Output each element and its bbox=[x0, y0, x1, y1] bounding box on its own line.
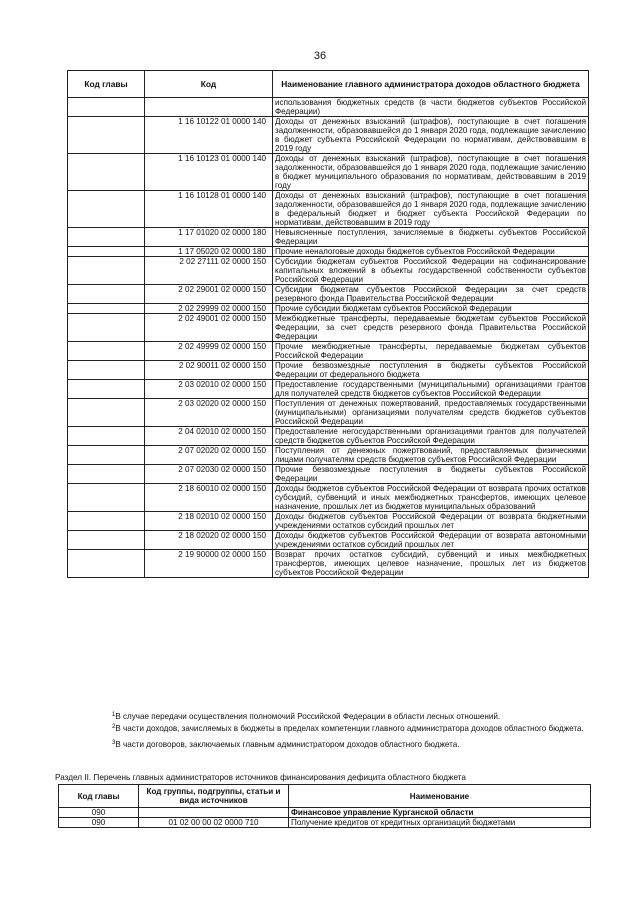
footnote-mark: 1 bbox=[112, 712, 116, 718]
table-row bbox=[68, 465, 589, 484]
section-title: Раздел II. Перечень главных администраторов источников финансирования дефицита областного бюджета bbox=[55, 773, 466, 782]
group-code-cell bbox=[68, 285, 145, 304]
code-cell: 1 17 05020 02 0000 180 bbox=[145, 247, 273, 257]
footnotes bbox=[112, 710, 592, 750]
table-row bbox=[68, 427, 589, 446]
group-code-cell bbox=[68, 446, 145, 465]
group-code-cell bbox=[68, 342, 145, 361]
table-row bbox=[68, 550, 589, 578]
table-row bbox=[68, 98, 589, 117]
table-row bbox=[68, 361, 589, 380]
table-row bbox=[68, 512, 589, 531]
code-cell: 2 07 02020 02 0000 150 bbox=[145, 446, 273, 465]
footnote bbox=[112, 722, 592, 734]
footnote bbox=[112, 738, 592, 750]
table-row bbox=[68, 154, 589, 191]
group-code-cell bbox=[68, 361, 145, 380]
revenue-administrators-table bbox=[67, 70, 589, 578]
code-cell: 2 18 02020 02 0000 150 bbox=[145, 531, 273, 550]
code-cell: 1 16 10128 01 0000 140 bbox=[145, 191, 273, 228]
name-cell: Получение кредитов от кредитных организаций бюджетами bbox=[289, 818, 591, 828]
code-cell bbox=[139, 808, 289, 818]
header-name: Наименование главного администратора доходов областного бюджета bbox=[273, 71, 589, 98]
name-cell: Субсидии бюджетам субъектов Российской Федерации на софинансирование капитальных вложений в объекты государственной собственности субъектов Российской Федерации bbox=[273, 257, 589, 285]
group-code-cell bbox=[68, 465, 145, 484]
header-group-code: Код главы bbox=[68, 71, 145, 98]
group-code-cell bbox=[68, 247, 145, 257]
group-code-cell bbox=[68, 512, 145, 531]
name-cell: Доходы бюджетов субъектов Российской Федерации от возврата бюджетными учреждениями остатков субсидий прошлых лет bbox=[273, 512, 589, 531]
table-row bbox=[68, 304, 589, 314]
group-code-cell bbox=[68, 98, 145, 117]
name-cell: Субсидии бюджетам субъектов Российской Федерации за счет средств резервного фонда Правительства Российской Федерации bbox=[273, 285, 589, 304]
name-cell: Возврат прочих остатков субсидий, субвенций и иных межбюджетных трансфертов, имеющих целевое назначение, прошлых лет из бюджетов субъектов Российской Федерации bbox=[273, 550, 589, 578]
code-cell: 1 16 10122 01 0000 140 bbox=[145, 117, 273, 154]
group-code-cell bbox=[68, 154, 145, 191]
name-cell: Доходы от денежных взысканий (штрафов), поступающие в счет погашения задолженности, образовавшейся до 1 января 2020 года, подлежащие зачислению в федеральный бюджет и бюджет субъекта Российской Федерации по нормативам, действовавшим в 2019 году bbox=[273, 191, 589, 228]
group-code-cell bbox=[68, 399, 145, 427]
table-header-row bbox=[68, 71, 589, 98]
table-row bbox=[68, 342, 589, 361]
group-code-cell bbox=[68, 531, 145, 550]
name-cell: использования бюджетных средств (в части бюджетов субъектов Российской Федерации) bbox=[273, 98, 589, 117]
code-cell: 2 03 02010 02 0000 150 bbox=[145, 380, 273, 399]
group-code-cell bbox=[68, 314, 145, 342]
name-cell: Невыясненные поступления, зачисляемые в бюджеты субъектов Российской Федерации bbox=[273, 228, 589, 247]
code-cell: 2 02 90011 02 0000 150 bbox=[145, 361, 273, 380]
table-row bbox=[68, 399, 589, 427]
code-cell: 01 02 00 00 02 0000 710 bbox=[139, 818, 289, 828]
group-code-cell: 090 bbox=[59, 808, 139, 818]
group-code-cell bbox=[68, 191, 145, 228]
table-row bbox=[68, 285, 589, 304]
table-row bbox=[68, 117, 589, 154]
name-cell: Доходы бюджетов субъектов Российской Федерации от возврата прочих остатков субсидий, субвенций и иных межбюджетных трансфертов, имеющих целевое назначение, прошлых лет из бюджетов муниципальных образований bbox=[273, 484, 589, 512]
code-cell: 2 03 02020 02 0000 150 bbox=[145, 399, 273, 427]
table-row bbox=[68, 257, 589, 285]
name-cell: Поступления от денежных пожертвований, предоставляемых государственными (муниципальными) организациями получателям средств бюджетов субъектов Российской Федерации bbox=[273, 399, 589, 427]
group-code-cell bbox=[68, 550, 145, 578]
table-row bbox=[68, 191, 589, 228]
name-cell: Предоставление негосударственными организациями грантов для получателей средств бюджетов субъектов Российской Федерации bbox=[273, 427, 589, 446]
code-cell: 2 02 29001 02 0000 150 bbox=[145, 285, 273, 304]
table-row bbox=[68, 484, 589, 512]
footnote-text: В части доходов, зачисляемых в бюджеты в пределах компетенции главного администратора доходов областного бюджета. bbox=[115, 724, 584, 733]
header-name: Наименование bbox=[289, 785, 591, 808]
code-cell: 1 17 01020 02 0000 180 bbox=[145, 228, 273, 247]
code-cell: 2 02 27111 02 0000 150 bbox=[145, 257, 273, 285]
group-code-cell bbox=[68, 427, 145, 446]
name-cell: Доходы бюджетов субъектов Российской Федерации от возврата автономными учреждениями остатков субсидий прошлых лет bbox=[273, 531, 589, 550]
code-cell: 2 02 49001 02 0000 150 bbox=[145, 314, 273, 342]
group-code-cell bbox=[68, 380, 145, 399]
table-row bbox=[68, 228, 589, 247]
footnote-mark: 3 bbox=[112, 740, 116, 746]
table-row bbox=[68, 314, 589, 342]
name-cell: Прочие безвозмездные поступления в бюджеты субъектов Российской Федерации от федерального бюджета bbox=[273, 361, 589, 380]
page-number: 36 bbox=[313, 50, 327, 62]
name-cell: Доходы от денежных взысканий (штрафов), поступающие в счет погашения задолженности, образовавшейся до 1 января 2020 года, подлежащие зачислению в бюджет субъекта Российской Федерации по нормативам, действовавшим в 2019 году bbox=[273, 117, 589, 154]
name-cell: Прочие субсидии бюджетам субъектов Российской Федерации bbox=[273, 304, 589, 314]
code-cell: 2 18 02010 02 0000 150 bbox=[145, 512, 273, 531]
table-row bbox=[68, 247, 589, 257]
group-code-cell bbox=[68, 117, 145, 154]
group-code-cell bbox=[68, 484, 145, 512]
code-cell: 2 02 49999 02 0000 150 bbox=[145, 342, 273, 361]
group-code-cell: 090 bbox=[59, 818, 139, 828]
code-cell: 1 16 10123 01 0000 140 bbox=[145, 154, 273, 191]
name-cell: Прочие межбюджетные трансферты, передаваемые бюджетам субъектов Российской Федерации bbox=[273, 342, 589, 361]
code-cell: 2 18 60010 02 0000 150 bbox=[145, 484, 273, 512]
name-cell: Доходы от денежных взысканий (штрафов), поступающие в счет погашения задолженности, образовавшейся до 1 января 2020 года, подлежащие зачислению в бюджет муниципального образования по нормативам, действовавшим в 2019 году bbox=[273, 154, 589, 191]
header-code: Код bbox=[145, 71, 273, 98]
group-code-cell bbox=[68, 257, 145, 285]
code-cell: 2 07 02030 02 0000 150 bbox=[145, 465, 273, 484]
footnote-text: В части договоров, заключаемых главным администратором доходов областного бюджета. bbox=[115, 740, 460, 749]
deficit-sources-table bbox=[58, 784, 591, 828]
name-cell: Финансовое управление Курганской области bbox=[289, 808, 591, 818]
code-cell bbox=[145, 98, 273, 117]
footnote-text: В случае передачи осуществления полномочий Российской Федерации в области лесных отношений. bbox=[115, 712, 501, 721]
table-row bbox=[68, 531, 589, 550]
header-code: Код группы, подгруппы, статьи и вида источников bbox=[139, 785, 289, 808]
header-group-code: Код главы bbox=[59, 785, 139, 808]
name-cell: Прочие безвозмездные поступления в бюджеты субъектов Российской Федерации bbox=[273, 465, 589, 484]
table-row bbox=[59, 818, 591, 828]
name-cell: Прочие неналоговые доходы бюджетов субъектов Российской Федерации bbox=[273, 247, 589, 257]
group-code-cell bbox=[68, 228, 145, 247]
code-cell: 2 04 02010 02 0000 150 bbox=[145, 427, 273, 446]
footnote-mark: 2 bbox=[112, 724, 116, 730]
code-cell: 2 02 29999 02 0000 150 bbox=[145, 304, 273, 314]
footnote bbox=[112, 710, 592, 722]
name-cell: Поступления от денежных пожертвований, предоставляемых физическими лицами получателям средств бюджетов субъектов Российской Федерации bbox=[273, 446, 589, 465]
table-row bbox=[68, 446, 589, 465]
name-cell: Межбюджетные трансферты, передаваемые бюджетам субъектов Российской Федерации, за счет средств резервного фонда Правительства Российской Федерации bbox=[273, 314, 589, 342]
name-cell: Предоставление государственными (муниципальными) организациями грантов для получателей средств бюджетов субъектов Российской Федерации bbox=[273, 380, 589, 399]
group-code-cell bbox=[68, 304, 145, 314]
table-row bbox=[59, 808, 591, 818]
code-cell: 2 19 90000 02 0000 150 bbox=[145, 550, 273, 578]
table-header-row bbox=[59, 785, 591, 808]
table-row bbox=[68, 380, 589, 399]
